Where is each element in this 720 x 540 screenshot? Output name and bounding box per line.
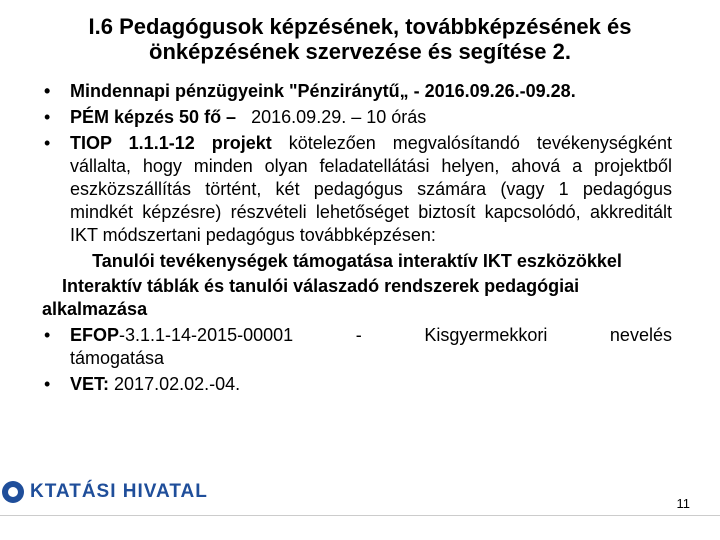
efop-word-2: nevelés bbox=[609, 325, 672, 345]
bullet-pem bbox=[42, 106, 672, 129]
bullet-text: kötelezően megvalósítandó tevékenységként vállalta, hogy minden olyan feladatellátási helyen, ahová a projektből eszközszállítás történt, két pedagógus számára (vagy 1 pedagógus mindkét képzésre) részvételi lehetőséget biztosít kapcsolódó, akkreditált IKT módszertani pedagógus továbbképzésen: bbox=[70, 133, 672, 245]
bullet-tiop bbox=[42, 132, 672, 247]
bullet-bold-text: PÉM képzés 50 fő – bbox=[70, 107, 237, 127]
efop-bold: EFOP bbox=[70, 325, 120, 345]
efop-code: -3.1.1-14-2015-00001 bbox=[119, 325, 294, 345]
bullet-bold-text: TIOP 1.1.1-12 projekt bbox=[70, 133, 272, 153]
bullet-vet bbox=[42, 373, 672, 396]
efop-word-1: Kisgyermekkori bbox=[424, 325, 548, 345]
bullet-text: 2016.09.29. – 10 órás bbox=[251, 107, 427, 127]
bullet-efop bbox=[42, 324, 672, 370]
vet-text: 2017.02.02.-04. bbox=[114, 374, 241, 394]
efop-line bbox=[70, 324, 672, 347]
bullet-penziranytu bbox=[42, 80, 672, 103]
footer-divider bbox=[0, 515, 720, 516]
efop-dash: - bbox=[355, 325, 362, 345]
subline-alkalmazasa: alkalmazása bbox=[42, 299, 148, 319]
logo-text: KTATÁSI HIVATAL bbox=[30, 481, 208, 502]
logo-circle-icon bbox=[2, 481, 24, 503]
page-number: 11 bbox=[676, 496, 690, 511]
subline-interaktiv: Interaktív táblák és tanulói válaszadó rendszerek pedagógiai bbox=[62, 276, 580, 296]
logo bbox=[2, 478, 208, 506]
slide-title: I.6 Pedagógusok képzésének, továbbképzésének és önképzésének szervezése és segítése 2. bbox=[88, 14, 632, 64]
slide-content bbox=[42, 80, 672, 399]
efop-continuation: támogatása bbox=[70, 348, 165, 368]
vet-bold: VET: bbox=[70, 374, 110, 394]
subline-tanuloi: Tanulói tevékenységek támogatása interaktív IKT eszközökkel bbox=[92, 251, 622, 271]
bullet-text: Mindennapi pénzügyeink "Pénziránytű„ - 2016.09.26.-09.28. bbox=[70, 81, 576, 101]
